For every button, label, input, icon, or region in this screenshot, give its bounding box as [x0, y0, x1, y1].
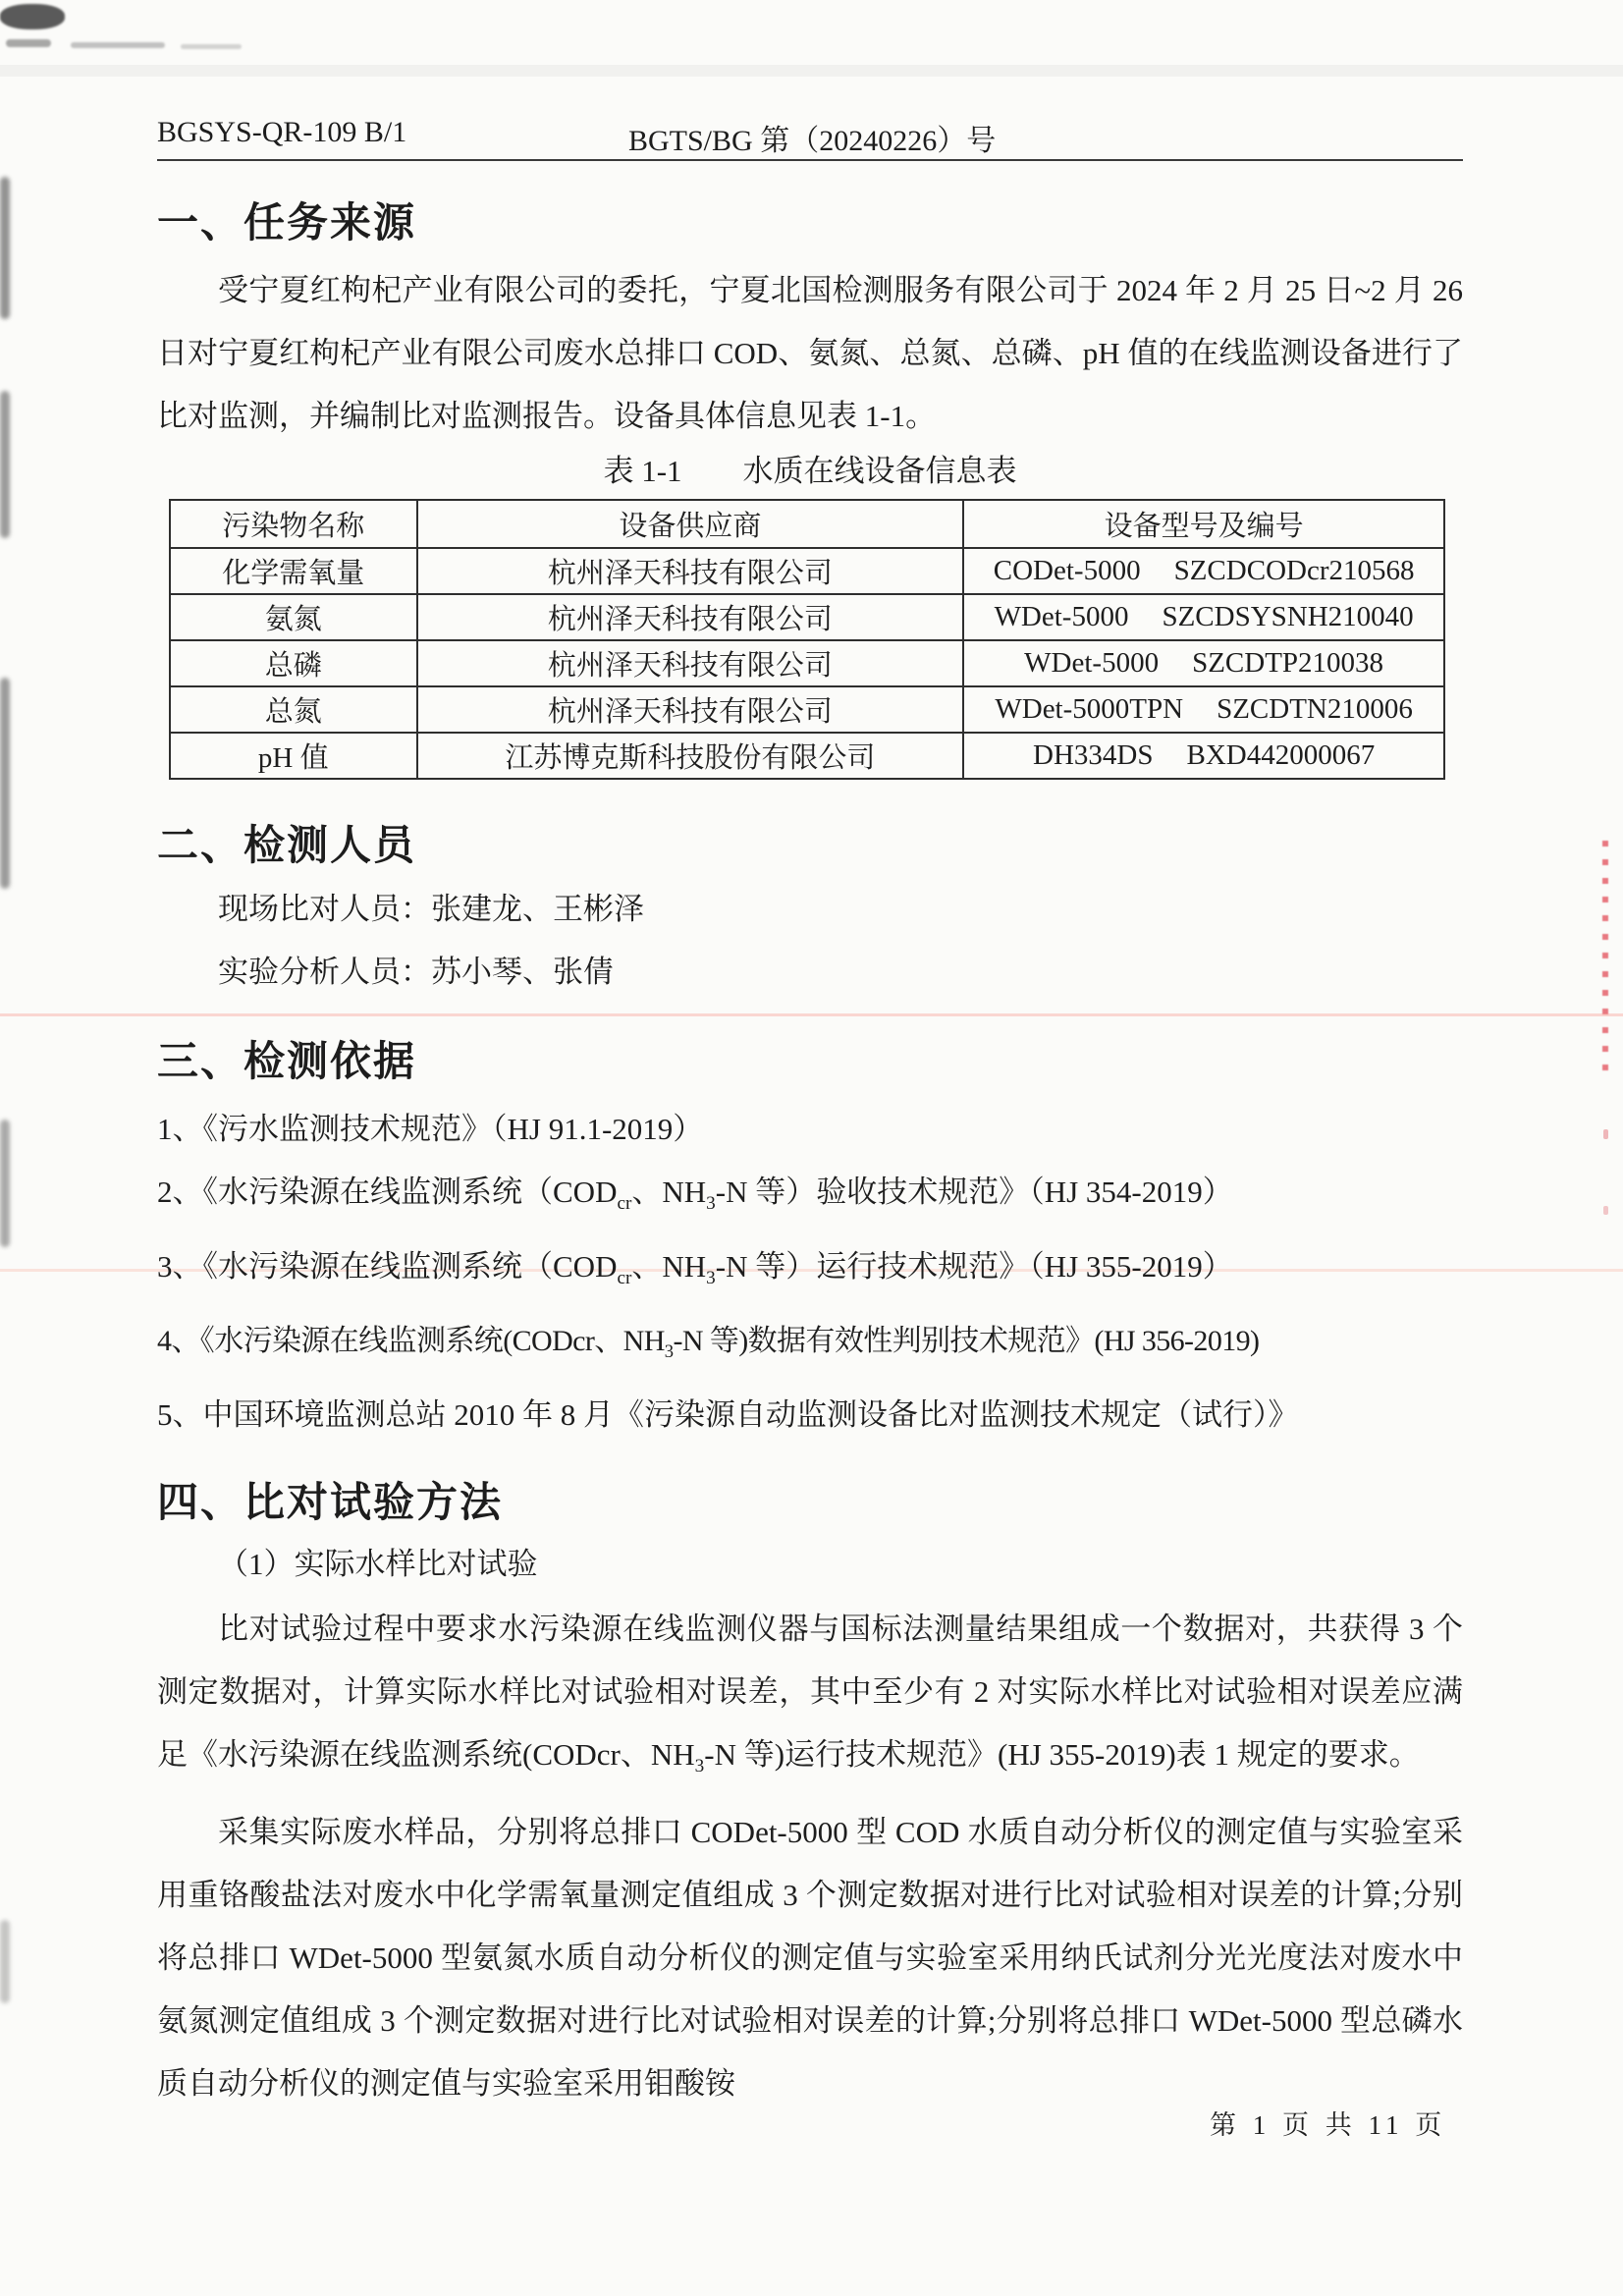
section3-title: 三、检测依据	[157, 1038, 417, 1084]
scan-artifact-blot	[0, 4, 65, 29]
device-serial: SZCDCODcr210568	[1173, 555, 1415, 586]
scan-artifact	[6, 39, 51, 47]
report-number: BGTS/BG 第（20240226）号	[628, 125, 997, 157]
cell-supplier: 杭州泽天科技有限公司	[417, 594, 964, 640]
scan-artifact-red-marks	[1603, 1206, 1608, 1215]
device-model: WDet-5000	[994, 601, 1129, 632]
reference-item-4: 4、《水污染源在线监测系统(CODcr、$NH_3-N$ 等)数据有效性判别技术规范》(HJ 356-2019)	[157, 1325, 1260, 1363]
table-row	[170, 640, 1444, 686]
document-code: BGSYS-QR-109 B/1	[157, 116, 407, 148]
section2-title: 二、检测人员	[157, 822, 417, 868]
page-header	[157, 0, 1463, 161]
section4-paragraph-1: 比对试验过程中要求水污染源在线监测仪器与国标法测量结果组成一个数据对，共获得 3 个测定数据对，计算实际水样比对试验相对误差，其中至少有 2 对实际水样比对试验相对误差应满足《水污染源在线监测系统(CODcr、$NH_3-N$ 等)运行技术规范》(HJ 355-2019)表 1 规定的要求。	[157, 1612, 1463, 1777]
table1-caption: 表 1-1 水质在线设备信息表	[603, 454, 1017, 488]
device-serial: SZCDTP210038	[1192, 647, 1384, 679]
scan-artifact	[0, 678, 10, 889]
reference-item-2: 2、《水污染源在线监测系统（$COD_{cr}$、$NH_3-N$ 等）验收技术规范》（HJ 354-2019）	[157, 1175, 1233, 1215]
device-serial: SZCDTN210006	[1217, 693, 1413, 725]
device-serial: SZCDSYSNH210040	[1162, 601, 1414, 632]
device-model: WDet-5000	[1024, 647, 1160, 679]
equipment-info-table	[169, 499, 1445, 780]
scan-artifact	[71, 42, 165, 48]
cell-pollutant: 氨氮	[170, 594, 417, 640]
section4-paragraph-2: 采集实际废水样品，分别将总排口 CODet-5000 型 COD 水质自动分析仪的测定值与实验室采用重铬酸盐法对废水中化学需氧量测定值组成 3 个测定数据对进行比对试验相对误差的计算;分别将总排口 WDet-5000 型氨氮水质自动分析仪的测定值与实验室采用纳氏试剂分光光度法对废水中氨氮测定值组成 3 个测定数据对进行比对试验相对误差的计算;分别将总排口 WDet-5000 型总磷水质自动分析仪的测定值与实验室采用钼酸铵	[157, 1814, 1463, 2101]
cell-model-serial	[963, 733, 1444, 779]
reference-list	[157, 1098, 1463, 1447]
col-header-model-serial: 设备型号及编号	[963, 500, 1444, 548]
table-row	[170, 548, 1444, 594]
section1-title: 一、任务来源	[157, 199, 417, 246]
cell-model-serial	[963, 640, 1444, 686]
scan-artifact	[0, 177, 10, 319]
cell-model-serial	[963, 594, 1444, 640]
device-serial: BXD442000067	[1186, 739, 1376, 771]
lab-staff-line: 实验分析人员：苏小琴、张倩	[218, 955, 614, 989]
cell-model-serial	[963, 548, 1444, 594]
device-model: WDet-5000TPN	[995, 693, 1184, 725]
cell-pollutant: 总磷	[170, 640, 417, 686]
cell-supplier: 杭州泽天科技有限公司	[417, 640, 964, 686]
cell-pollutant: pH 值	[170, 733, 417, 779]
cell-supplier: 杭州泽天科技有限公司	[417, 686, 964, 733]
cell-pollutant: 总氮	[170, 686, 417, 733]
cell-supplier: 杭州泽天科技有限公司	[417, 548, 964, 594]
cell-pollutant: 化学需氧量	[170, 548, 417, 594]
table-row	[170, 594, 1444, 640]
cell-supplier: 江苏博克斯科技股份有限公司	[417, 733, 964, 779]
table-header-row	[170, 500, 1444, 548]
scan-artifact	[0, 1920, 10, 2003]
table-row	[170, 686, 1444, 733]
section4-subheading: （1）实际水样比对试验	[218, 1547, 538, 1582]
reference-item-3: 3、《水污染源在线监测系统（$COD_{cr}$、$NH_3-N$ 等）运行技术规范》（HJ 355-2019）	[157, 1249, 1233, 1289]
device-model: CODet-5000	[993, 555, 1141, 586]
table-row	[170, 733, 1444, 779]
page-number: 第 1 页 共 11 页	[1210, 2110, 1447, 2140]
scan-artifact-red-marks	[1602, 841, 1608, 1080]
col-header-supplier: 设备供应商	[417, 500, 964, 548]
scan-artifact-red-marks	[1603, 1129, 1608, 1139]
section4-title: 四、比对试验方法	[157, 1479, 504, 1526]
reference-item-1: 1、《污水监测技术规范》（HJ 91.1-2019）	[157, 1112, 704, 1146]
scan-artifact	[0, 391, 10, 538]
scan-artifact	[0, 1120, 10, 1247]
col-header-pollutant: 污染物名称	[170, 500, 417, 548]
field-staff-line: 现场比对人员：张建龙、王彬泽	[218, 892, 644, 926]
cell-model-serial	[963, 686, 1444, 733]
reference-item-5: 5、中国环境监测总站 2010 年 8 月《污染源自动监测设备比对监测技术规定（试行）》	[157, 1397, 1299, 1433]
section1-paragraph: 受宁夏红枸杞产业有限公司的委托，宁夏北国检测服务有限公司于 2024 年 2 月 25 日~2 月 26 日对宁夏红枸杞产业有限公司废水总排口 COD、氨氮、总氮、总磷、pH 值的在线监测设备进行了比对监测，并编制比对监测报告。设备具体信息见表 1-1。	[157, 273, 1463, 433]
device-model: DH334DS	[1033, 739, 1154, 771]
